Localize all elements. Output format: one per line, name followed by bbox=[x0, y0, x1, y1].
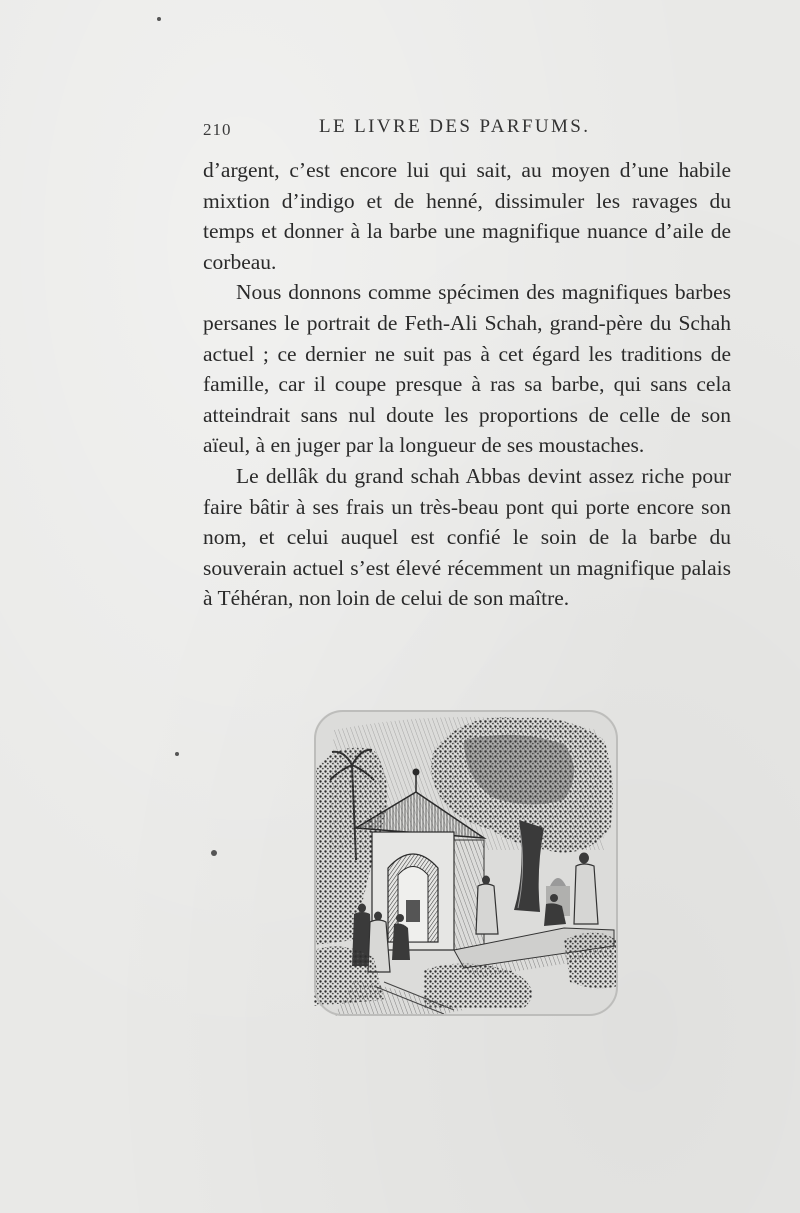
paragraph-continued: d’argent, c’est encore lui qui sait, au moyen d’une habile mixtion d’indigo et de henné, dissimuler les ravages du temps et donner à la barbe une magnifique nuance d’aile de corbeau. bbox=[203, 158, 731, 274]
ink-speck bbox=[211, 850, 217, 856]
running-title: LE LIVRE DES PARFUMS. bbox=[319, 116, 591, 137]
paragraph-dellak: Le dellâk du grand schah Abbas devint assez riche pour faire bâtir à ses frais un très-beau pont qui porte encore son nom, et celui auquel est confié le soin de la barbe du souverain actuel s’est élevé récemment un magnifique palais à Téhéran, non loin de celui de son maître. bbox=[203, 463, 731, 611]
page-header bbox=[203, 116, 737, 142]
paragraph-feth-ali-schah: Nous donnons comme spécimen des magnifiques barbes persanes le portrait de Feth-Ali Schah, grand-père du Schah actuel ; ce dernier ne suit pas à cet égard les traditions de famille, car il coupe presque à ras sa barbe, qui sans cela atteindrait sans nul doute les proportions de celle de son aïeul, à en juger par la longueur de ses moustaches. bbox=[203, 280, 731, 458]
ink-speck bbox=[157, 17, 161, 21]
fountain-garden-engraving bbox=[314, 710, 618, 1016]
body-text bbox=[203, 155, 731, 614]
ink-speck bbox=[175, 752, 179, 756]
page-number: 210 bbox=[203, 120, 232, 139]
engraving-illustration bbox=[314, 710, 618, 1016]
